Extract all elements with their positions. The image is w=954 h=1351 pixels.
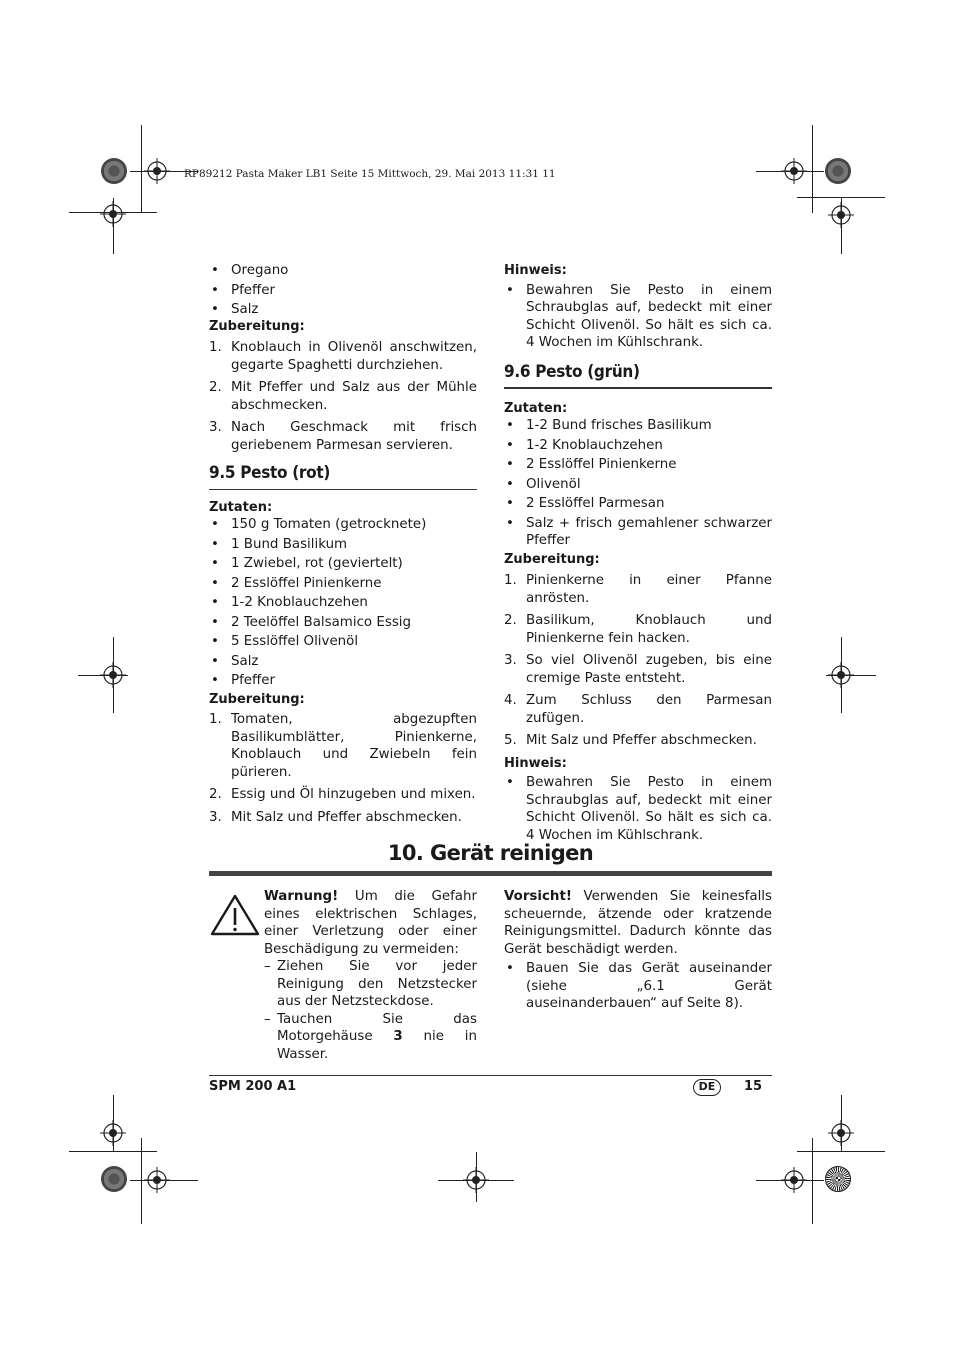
registration-mark-icon bbox=[144, 158, 170, 184]
list-item bbox=[504, 732, 772, 750]
section-title: 9.6 Pesto (grün) bbox=[504, 361, 640, 382]
ingredients-label: Zutaten: bbox=[209, 499, 273, 515]
registration-mark-icon bbox=[828, 1120, 854, 1146]
section-divider bbox=[504, 387, 772, 389]
warning-label: Warnung! bbox=[264, 889, 339, 904]
list-item bbox=[504, 572, 772, 607]
step-text: Knoblauch in Olivenöl anschwitzen, gegarte Spaghetti durchziehen. bbox=[231, 340, 477, 373]
list-item: • Salz bbox=[209, 653, 477, 671]
step-number: 3. bbox=[209, 809, 222, 825]
list-item bbox=[504, 692, 772, 727]
ingredients-label: Zutaten: bbox=[504, 400, 568, 416]
list-item: • Salz bbox=[209, 301, 477, 319]
crop-mark bbox=[69, 1151, 157, 1152]
starburst-disc-icon bbox=[825, 1166, 851, 1192]
chapter-rule bbox=[209, 871, 772, 876]
prep-steps bbox=[209, 711, 477, 826]
step-text: Mit Salz und Pfeffer abschmecken. bbox=[526, 733, 757, 748]
language-badge: DE bbox=[693, 1079, 721, 1096]
prep-steps bbox=[209, 339, 477, 454]
right-column bbox=[504, 262, 772, 846]
step-text: So viel Olivenöl zugeben, bis eine cremige Paste entsteht. bbox=[526, 653, 772, 686]
list-item: • Bewahren Sie Pesto in einem Schraubglas auf, bedeckt mit einer Schicht Olivenöl. So hält es sich ca. 4 Wochen im Kühlschrank. bbox=[504, 282, 772, 352]
warning-body: Um die Gefahr eines elektrischen Schlages, einer Verletzung oder einer Beschädigung zu vermeiden: bbox=[264, 889, 478, 957]
step-text: Mit Salz und Pfeffer abschmecken. bbox=[231, 809, 462, 825]
motor-number: 3 bbox=[393, 1029, 403, 1044]
motor-tail: nie in Wasser. bbox=[277, 1029, 477, 1062]
list-item: • Pfeffer bbox=[209, 282, 477, 300]
list-item: • Olivenöl bbox=[504, 476, 772, 494]
registration-mark-icon bbox=[781, 158, 807, 184]
footer-rule bbox=[209, 1075, 772, 1076]
prep-label: Zubereitung: bbox=[209, 691, 305, 707]
list-item: • 2 Esslöffel Pinienkerne bbox=[209, 575, 477, 593]
list-item: • Salz + frisch gemahlener schwarzer Pfeffer bbox=[504, 515, 772, 550]
warning-list bbox=[264, 958, 477, 1063]
step-text: Nach Geschmack mit frisch geriebenem Parmesan servieren. bbox=[231, 420, 477, 453]
list-item: • 1-2 Knoblauchzehen bbox=[209, 594, 477, 612]
page-number: 15 bbox=[744, 1079, 763, 1094]
list-item bbox=[209, 711, 477, 781]
list-item bbox=[504, 652, 772, 687]
prep-label: Zubereitung: bbox=[504, 551, 600, 567]
list-item bbox=[209, 786, 477, 804]
caution-block bbox=[504, 888, 772, 1015]
registration-mark-icon bbox=[781, 1167, 807, 1193]
list-item: • 1 Bund Basilikum bbox=[209, 536, 477, 554]
warning-block bbox=[264, 888, 477, 1063]
color-disc-icon bbox=[101, 1166, 127, 1192]
section-title: 9.5 Pesto (rot) bbox=[209, 465, 477, 490]
prep-steps bbox=[504, 572, 772, 750]
warning-text bbox=[264, 888, 477, 958]
list-item bbox=[209, 419, 477, 454]
warning-triangle-icon bbox=[210, 893, 260, 937]
registration-mark-icon bbox=[100, 662, 126, 688]
caution-text bbox=[504, 888, 772, 958]
step-number: 4. bbox=[504, 693, 517, 708]
list-item bbox=[209, 379, 477, 414]
step-number: 3. bbox=[209, 420, 222, 435]
ingredient-list bbox=[504, 417, 772, 550]
list-item: • 2 Esslöffel Parmesan bbox=[504, 495, 772, 513]
step-number: 1. bbox=[504, 573, 517, 588]
list-item: • 1-2 Bund frisches Basilikum bbox=[504, 417, 772, 435]
step-number: 1. bbox=[209, 340, 222, 355]
registration-mark-icon bbox=[828, 202, 854, 228]
crop-mark bbox=[797, 1151, 885, 1152]
list-item: • 2 Esslöffel Pinienkerne bbox=[504, 456, 772, 474]
step-number: 3. bbox=[504, 653, 517, 668]
list-item bbox=[209, 809, 477, 827]
crop-mark bbox=[141, 1138, 142, 1224]
list-item bbox=[504, 612, 772, 647]
file-info-header: RP89212 Pasta Maker LB1 Seite 15 Mittwoch, 29. Mai 2013 11:31 11 bbox=[184, 168, 556, 180]
crop-mark bbox=[812, 125, 813, 213]
step-number: 2. bbox=[209, 380, 222, 395]
crop-mark bbox=[141, 125, 142, 213]
crop-mark bbox=[812, 1138, 813, 1224]
step-text: Essig und Öl hinzugeben und mixen. bbox=[231, 787, 476, 802]
list-item: • 150 g Tomaten (getrocknete) bbox=[209, 516, 477, 534]
registration-mark-icon bbox=[463, 1167, 489, 1193]
color-disc-icon bbox=[825, 158, 851, 184]
color-disc-icon bbox=[101, 158, 127, 184]
note-list bbox=[504, 774, 772, 844]
step-number: 2. bbox=[209, 787, 222, 802]
motor-text: Tauchen Sie das Motorgehäuse bbox=[277, 1011, 477, 1044]
step-number: 1. bbox=[209, 712, 222, 727]
step-text: Mit Pfeffer und Salz aus der Mühle abschmecken. bbox=[231, 380, 477, 413]
caution-list bbox=[504, 960, 772, 1013]
note-label: Hinweis: bbox=[504, 263, 567, 278]
registration-mark-icon bbox=[828, 662, 854, 688]
list-item: • 1-2 Knoblauchzehen bbox=[504, 437, 772, 455]
step-number: 2. bbox=[504, 613, 517, 628]
registration-mark-icon bbox=[100, 201, 126, 227]
note-label: Hinweis: bbox=[504, 755, 567, 771]
caution-body: Verwenden Sie keinesfalls scheuernde, ätzende oder kratzende Reinigungsmittel. Dadurch könnte das Gerät beschädigt werden. bbox=[504, 889, 773, 957]
chapter-title: 10. Gerät reinigen bbox=[387, 841, 594, 865]
step-text: Basilikum, Knoblauch und Pinienkerne fein hacken. bbox=[526, 613, 772, 646]
list-item: • Pfeffer bbox=[209, 672, 477, 690]
list-item: • 5 Esslöffel Olivenöl bbox=[209, 633, 477, 651]
step-text: Zum Schluss den Parmesan zufügen. bbox=[526, 693, 772, 726]
step-text: Pinienkerne in einer Pfanne anrösten. bbox=[526, 573, 772, 606]
list-item: • Bewahren Sie Pesto in einem Schraubglas auf, bedeckt mit einer Schicht Olivenöl. So hält es sich ca. 4 Wochen im Kühlschrank. bbox=[504, 774, 772, 844]
list-item bbox=[264, 1011, 477, 1064]
model-number: SPM 200 A1 bbox=[209, 1079, 297, 1094]
list-item: • 2 Teelöffel Balsamico Essig bbox=[209, 614, 477, 632]
caution-label: Vorsicht! bbox=[504, 889, 572, 904]
prep-label: Zubereitung: bbox=[209, 318, 305, 334]
ingredient-list bbox=[209, 262, 477, 319]
registration-mark-icon bbox=[144, 1167, 170, 1193]
list-item: • Oregano bbox=[209, 262, 477, 280]
ingredient-list bbox=[209, 516, 477, 690]
registration-mark-icon bbox=[100, 1120, 126, 1146]
list-item bbox=[209, 339, 477, 374]
list-item: – Ziehen Sie vor jeder Reinigung den Netzstecker aus der Netzsteckdose. bbox=[264, 958, 477, 1011]
note-list bbox=[504, 282, 772, 352]
left-column bbox=[209, 262, 477, 831]
step-number: 5. bbox=[504, 733, 517, 748]
list-item: • Bauen Sie das Gerät auseinander (siehe „6.1 Gerät auseinanderbauen“ auf Seite 8). bbox=[504, 960, 772, 1013]
list-item: • 1 Zwiebel, rot (geviertelt) bbox=[209, 555, 477, 573]
step-text: Tomaten, abgezupften Basilikumblätter, Pinienkerne, Knoblauch und Zwiebeln fein pürieren. bbox=[231, 712, 477, 780]
